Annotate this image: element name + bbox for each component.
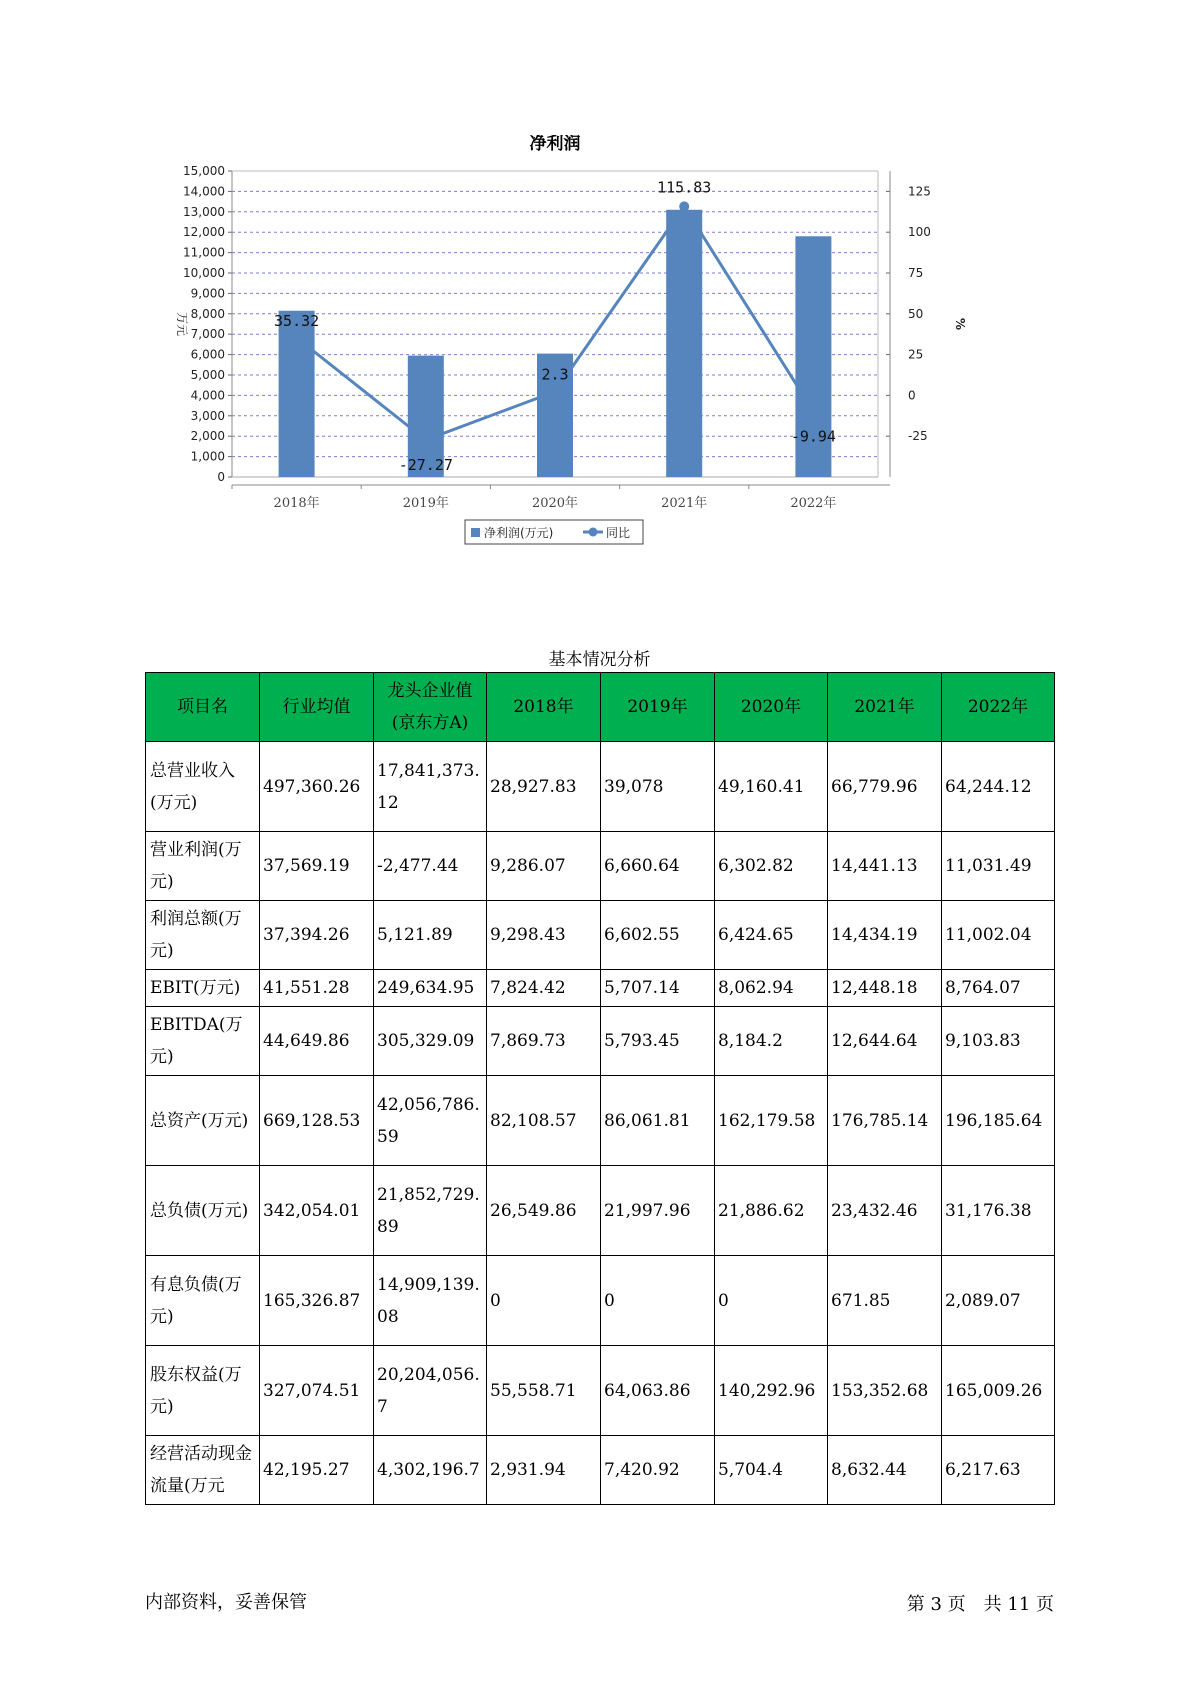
row-label-cell: 利润总额(万元)	[146, 901, 260, 970]
y-left-tick-label: 5,000	[190, 368, 225, 382]
table-cell: 41,551.28	[260, 970, 374, 1007]
table-cell: 12,448.18	[828, 970, 942, 1007]
table-cell: 21,852,729.89	[374, 1166, 487, 1256]
table-cell: 42,195.27	[260, 1436, 374, 1505]
table-cell: 44,649.86	[260, 1007, 374, 1076]
table-cell: 23,432.46	[828, 1166, 942, 1256]
table-cell: -2,477.44	[374, 832, 487, 901]
yoy-data-label: -27.27	[398, 455, 453, 474]
y-right-tick-label: 25	[908, 347, 924, 362]
y-right-tick-label: 125	[908, 184, 931, 199]
table-header-cell: 项目名	[146, 673, 260, 742]
table-cell: 11,002.04	[942, 901, 1055, 970]
table-cell: 39,078	[601, 742, 715, 832]
table-cell: 0	[601, 1256, 715, 1346]
y-right-tick-label: 100	[908, 225, 931, 240]
table-cell: 31,176.38	[942, 1166, 1055, 1256]
x-tick-label: 2021年	[661, 496, 708, 511]
table-cell: 497,360.26	[260, 742, 374, 832]
legend-line-marker	[589, 528, 598, 537]
basic-analysis-table	[145, 672, 1055, 1505]
row-label-cell: EBITDA(万元)	[146, 1007, 260, 1076]
y-left-tick-label: 13,000	[183, 204, 225, 219]
table-cell: 2,931.94	[487, 1436, 601, 1505]
y-right-tick-label: 50	[908, 306, 924, 321]
table-cell: 7,420.92	[601, 1436, 715, 1505]
table-cell: 6,217.63	[942, 1436, 1055, 1505]
row-label-cell: 总营业收入(万元)	[146, 742, 260, 832]
table-cell: 6,424.65	[715, 901, 828, 970]
table-cell: 5,121.89	[374, 901, 487, 970]
table-header-cell: 龙头企业值(京东方A)	[374, 673, 487, 742]
y-left-tick-label: 8,000	[190, 306, 225, 321]
table-cell: 14,434.19	[828, 901, 942, 970]
y-right-axis-label: %	[953, 317, 967, 331]
x-tick-label: 2019年	[402, 496, 449, 511]
table-row	[146, 1256, 1055, 1346]
table-cell: 82,108.57	[487, 1076, 601, 1166]
table-row	[146, 832, 1055, 901]
table-row	[146, 1076, 1055, 1166]
y-left-tick-label: 11,000	[183, 245, 225, 260]
table-cell: 21,997.96	[601, 1166, 715, 1256]
table-cell: 21,886.62	[715, 1166, 828, 1256]
table-cell: 305,329.09	[374, 1007, 487, 1076]
table-cell: 165,009.26	[942, 1346, 1055, 1436]
table-cell: 42,056,786.59	[374, 1076, 487, 1166]
chart-svg	[170, 135, 1040, 595]
row-label-cell: 有息负债(万元)	[146, 1256, 260, 1346]
table-cell: 6,602.55	[601, 901, 715, 970]
table-body	[146, 742, 1055, 1505]
table-row	[146, 901, 1055, 970]
table-header-cell: 行业均值	[260, 673, 374, 742]
y-left-tick-label: 4,000	[190, 388, 225, 403]
table-cell: 26,549.86	[487, 1166, 601, 1256]
table-row	[146, 1166, 1055, 1256]
yoy-data-label: 115.83	[657, 178, 712, 197]
table-row	[146, 1007, 1055, 1076]
legend-line-label: 同比	[606, 526, 631, 540]
table-cell: 55,558.71	[487, 1346, 601, 1436]
table-cell: 0	[487, 1256, 601, 1346]
table-cell: 49,160.41	[715, 742, 828, 832]
row-label-cell: 经营活动现金流量(万元	[146, 1436, 260, 1505]
x-tick-label: 2018年	[273, 496, 320, 511]
table-row	[146, 1346, 1055, 1436]
table-header-cell: 2018年	[487, 673, 601, 742]
table-cell: 176,785.14	[828, 1076, 942, 1166]
yoy-data-label: 35.32	[274, 311, 320, 330]
table-cell: 9,298.43	[487, 901, 601, 970]
table-cell: 0	[715, 1256, 828, 1346]
bar	[279, 311, 315, 477]
table-cell: 86,061.81	[601, 1076, 715, 1166]
table-cell: 342,054.01	[260, 1166, 374, 1256]
table-cell: 14,441.13	[828, 832, 942, 901]
table-cell: 165,326.87	[260, 1256, 374, 1346]
bar	[666, 210, 702, 477]
y-left-tick-label: 6,000	[190, 347, 225, 362]
row-label-cell: 股东权益(万元)	[146, 1346, 260, 1436]
table-cell: 37,394.26	[260, 901, 374, 970]
table-header-cell: 2020年	[715, 673, 828, 742]
table-cell: 12,644.64	[828, 1007, 942, 1076]
table-header-cell: 2019年	[601, 673, 715, 742]
table-header-row	[146, 673, 1055, 742]
table-cell: 37,569.19	[260, 832, 374, 901]
table-cell: 5,704.4	[715, 1436, 828, 1505]
x-tick-label: 2020年	[531, 496, 579, 511]
y-left-tick-label: 10,000	[183, 266, 225, 280]
y-right-tick-label: 0	[908, 388, 916, 403]
table-cell: 8,184.2	[715, 1007, 828, 1076]
row-label-cell: EBIT(万元)	[146, 970, 260, 1007]
table-cell: 20,204,056.7	[374, 1346, 487, 1436]
table-cell: 162,179.58	[715, 1076, 828, 1166]
y-right-tick-label: -25	[908, 429, 928, 444]
table-cell: 5,793.45	[601, 1007, 715, 1076]
y-left-axis-label: 万元	[175, 311, 189, 337]
y-left-tick-label: 3,000	[190, 408, 225, 423]
table-cell: 14,909,139.08	[374, 1256, 487, 1346]
table-cell: 249,634.95	[374, 970, 487, 1007]
table-cell: 8,632.44	[828, 1436, 942, 1505]
y-left-tick-label: 15,000	[183, 164, 225, 178]
table-header-cell: 2021年	[828, 673, 942, 742]
table-cell: 11,031.49	[942, 832, 1055, 901]
table-cell: 327,074.51	[260, 1346, 374, 1436]
table-cell: 6,302.82	[715, 832, 828, 901]
row-label-cell: 总资产(万元)	[146, 1076, 260, 1166]
yoy-data-label: 2.3	[541, 365, 569, 384]
row-label-cell: 营业利润(万元)	[146, 832, 260, 901]
legend-bar-label: 净利润(万元)	[484, 526, 554, 540]
y-left-tick-label: 2,000	[190, 429, 225, 444]
y-left-tick-label: 12,000	[183, 225, 225, 240]
net-profit-chart	[170, 135, 1040, 595]
table-cell: 9,103.83	[942, 1007, 1055, 1076]
table-row	[146, 1436, 1055, 1505]
footer-page-number: 第 3 页 共 11 页	[906, 1594, 1054, 1615]
table-cell: 4,302,196.7	[374, 1436, 487, 1505]
row-label-cell: 总负债(万元)	[146, 1166, 260, 1256]
table-row	[146, 970, 1055, 1007]
table-cell: 2,089.07	[942, 1256, 1055, 1346]
y-left-tick-label: 0	[217, 470, 225, 484]
table-cell: 153,352.68	[828, 1346, 942, 1436]
table-cell: 64,244.12	[942, 742, 1055, 832]
table-cell: 8,062.94	[715, 970, 828, 1007]
table-row	[146, 742, 1055, 832]
table-cell: 17,841,373.12	[374, 742, 487, 832]
table-caption: 基本情况分析	[548, 650, 651, 670]
table-cell: 8,764.07	[942, 970, 1055, 1007]
table-cell: 669,128.53	[260, 1076, 374, 1166]
table-cell: 5,707.14	[601, 970, 715, 1007]
y-left-tick-label: 7,000	[190, 327, 225, 342]
footer-confidential-note: 内部资料，妥善保管	[145, 1592, 307, 1613]
table-cell: 140,292.96	[715, 1346, 828, 1436]
table-cell: 6,660.64	[601, 832, 715, 901]
yoy-point	[679, 201, 689, 211]
chart-title: 净利润	[529, 135, 581, 154]
y-left-tick-label: 14,000	[183, 184, 225, 199]
table-cell: 671.85	[828, 1256, 942, 1346]
table-cell: 66,779.96	[828, 742, 942, 832]
table-header-cell: 2022年	[942, 673, 1055, 742]
y-right-tick-label: 75	[908, 266, 924, 280]
legend-bar-swatch	[471, 528, 480, 537]
table-cell: 196,185.64	[942, 1076, 1055, 1166]
table-cell: 9,286.07	[487, 832, 601, 901]
table-cell: 28,927.83	[487, 742, 601, 832]
y-left-tick-label: 1,000	[190, 449, 225, 464]
table-cell: 7,824.42	[487, 970, 601, 1007]
table-cell: 64,063.86	[601, 1346, 715, 1436]
yoy-data-label: -9.94	[790, 427, 836, 446]
y-left-tick-label: 9,000	[190, 286, 225, 301]
table-cell: 7,869.73	[487, 1007, 601, 1076]
x-tick-label: 2022年	[790, 496, 837, 511]
